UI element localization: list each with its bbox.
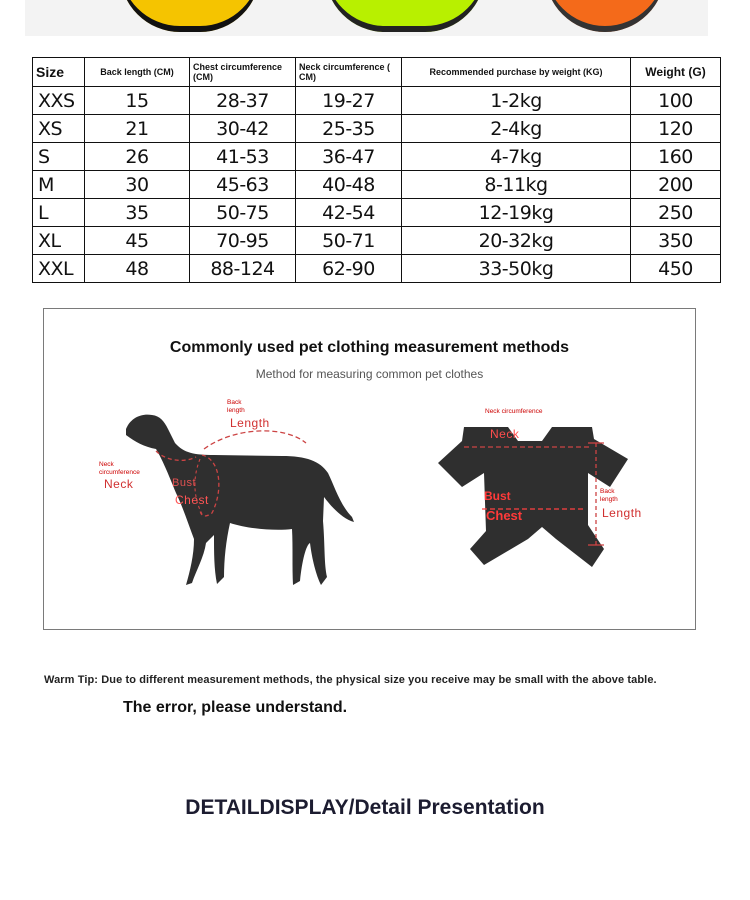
table-cell: 33-50kg	[402, 255, 631, 283]
detail-section-heading: DETAILDISPLAY/Detail Presentation	[185, 796, 545, 819]
table-cell: XS	[33, 115, 85, 143]
table-cell: XXS	[33, 87, 85, 115]
table-cell: 45	[85, 227, 190, 255]
table-cell: 15	[85, 87, 190, 115]
table-cell: 450	[631, 255, 721, 283]
table-cell: 200	[631, 171, 721, 199]
table-cell: 1-2kg	[402, 87, 631, 115]
table-cell: XXL	[33, 255, 85, 283]
table-cell: 2-4kg	[402, 115, 631, 143]
table-cell: 100	[631, 87, 721, 115]
table-row	[33, 255, 721, 283]
table-cell: 350	[631, 227, 721, 255]
dog-silhouette-icon	[126, 415, 354, 585]
table-row	[33, 87, 721, 115]
garment-chest-label: Chest	[486, 508, 523, 523]
table-header-row	[33, 58, 721, 87]
dog-bust-label: Bust	[172, 477, 197, 489]
table-cell: 41-53	[190, 143, 296, 171]
table-cell: 70-95	[190, 227, 296, 255]
table-cell: 30-42	[190, 115, 296, 143]
header-chest: Chest circumference (CM)	[190, 58, 296, 87]
table-cell: 50-75	[190, 199, 296, 227]
table-cell: 4-7kg	[402, 143, 631, 171]
table-cell: XL	[33, 227, 85, 255]
table-row	[33, 115, 721, 143]
size-chart-table	[32, 57, 721, 283]
table-cell: 26	[85, 143, 190, 171]
garment-bust-label: Bust	[484, 489, 511, 503]
dog-chest-label: Chest	[175, 493, 209, 507]
warm-tip-text: Warm Tip: Due to different measurement methods, the physical size you receive may be small with the above table.	[44, 674, 657, 686]
table-cell: 35	[85, 199, 190, 227]
table-cell: 120	[631, 115, 721, 143]
table-cell: S	[33, 143, 85, 171]
table-cell: L	[33, 199, 85, 227]
dog-back-length-small-label: Back length	[227, 399, 245, 414]
table-cell: 25-35	[296, 115, 402, 143]
garment-neck-circumference-small-label: Neck circumference	[485, 408, 543, 415]
table-cell: 21	[85, 115, 190, 143]
measurement-diagram	[43, 308, 696, 630]
table-cell: 62-90	[296, 255, 402, 283]
table-row	[33, 171, 721, 199]
lime-vest-image	[325, 0, 485, 32]
table-cell: 36-47	[296, 143, 402, 171]
header-neck: Neck circumference ( CM)	[296, 58, 402, 87]
diagram-subtitle: Method for measuring common pet clothes	[255, 367, 484, 381]
product-photo-strip	[25, 0, 708, 36]
table-cell: 48	[85, 255, 190, 283]
table-cell: 160	[631, 143, 721, 171]
dog-length-label: Length	[230, 416, 270, 430]
table-cell: 12-19kg	[402, 199, 631, 227]
table-cell: 42-54	[296, 199, 402, 227]
header-recommended-weight: Recommended purchase by weight (KG)	[402, 58, 631, 87]
table-cell: 250	[631, 199, 721, 227]
table-cell: 8-11kg	[402, 171, 631, 199]
table-cell: 40-48	[296, 171, 402, 199]
table-row	[33, 227, 721, 255]
error-note-text: The error, please understand.	[123, 699, 348, 716]
table-cell: 88-124	[190, 255, 296, 283]
garment-neck-label: Neck	[490, 427, 520, 441]
header-back-length: Back length (CM)	[85, 58, 190, 87]
header-size: Size	[33, 58, 85, 87]
table-row	[33, 143, 721, 171]
garment-length-label: Length	[602, 506, 642, 520]
header-weight: Weight (G)	[631, 58, 721, 87]
table-cell: 30	[85, 171, 190, 199]
table-cell: M	[33, 171, 85, 199]
dog-neck-circumference-small-label: Neck circumference	[99, 461, 140, 476]
orange-vest-image	[545, 0, 665, 32]
yellow-vest-image	[120, 0, 260, 32]
diagram-title: Commonly used pet clothing measurement methods	[169, 339, 570, 356]
dog-neck-label: Neck	[104, 477, 134, 491]
table-cell: 28-37	[190, 87, 296, 115]
table-cell: 50-71	[296, 227, 402, 255]
table-row	[33, 199, 721, 227]
garment-back-length-small-label: Back length	[600, 488, 618, 503]
table-cell: 45-63	[190, 171, 296, 199]
table-cell: 19-27	[296, 87, 402, 115]
table-cell: 20-32kg	[402, 227, 631, 255]
